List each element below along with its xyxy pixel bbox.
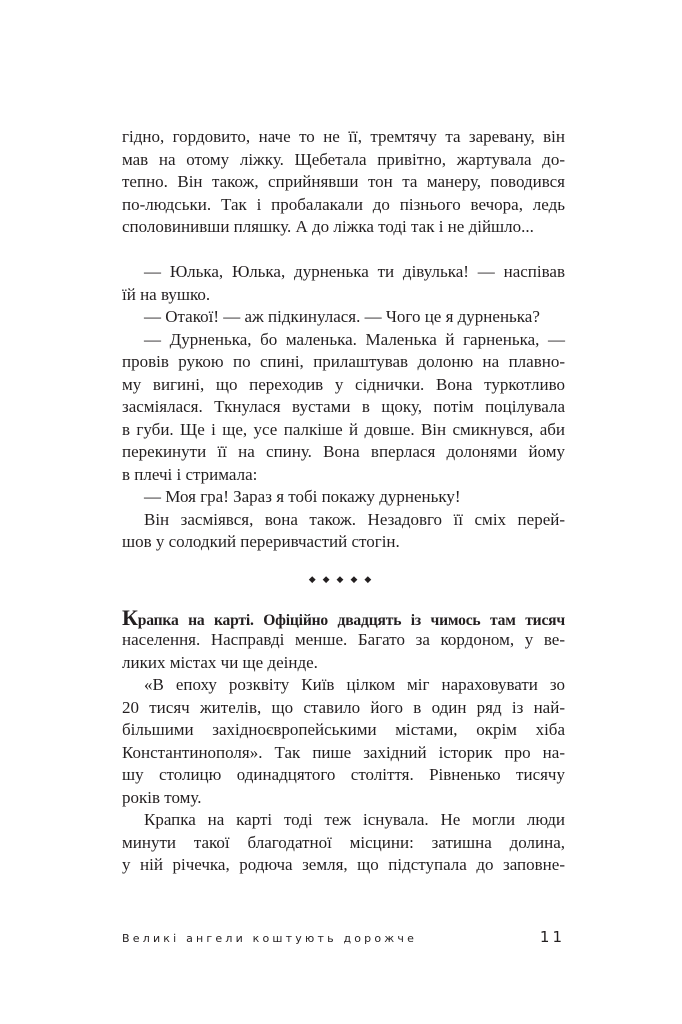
paragraph	[122, 509, 565, 554]
page-number: 11	[539, 928, 565, 946]
text-line: більшими західноєвропейськими містами, окрім хіба	[122, 720, 565, 739]
section-divider-diamonds-icon: ◆◆◆◆◆	[308, 573, 379, 584]
paragraph	[122, 261, 565, 306]
text-line: споловинивши пляшку. А до ліжка тоді так і не дійшло...	[122, 217, 534, 236]
text-line: Крапка на карті тоді теж існувала. Не могли люди	[144, 810, 565, 829]
text-line: в губи. Ще і ще, усе палкіше й довше. Він смикнувся, аби	[122, 419, 565, 439]
text-line: — Моя гра! Зараз я тобі покажу дурненьку!	[144, 487, 461, 506]
text-line: ликих містах чи ще деінде.	[122, 652, 318, 672]
text-line: — Юлька, Юлька, дурненька ти дівулька! — наспівав	[144, 262, 565, 281]
body-text	[122, 126, 565, 877]
text-line: тепно. Він також, сприйнявши тон та манеру, поводився	[122, 172, 565, 191]
paragraph	[122, 604, 565, 675]
text-line: в плечі і стримала:	[122, 464, 258, 484]
text-line: минути такої благодатної місцини: затишна долина,	[122, 832, 565, 852]
initial-letter: К	[122, 604, 138, 630]
text-line: мав на отому ліжку. Щебетала привітно, жартувала до-	[122, 149, 565, 169]
paragraph	[122, 486, 565, 509]
text-line: засміялася. Ткнулася вустами в щоку, потім поцілувала	[122, 397, 565, 416]
text-line: 20 тисяч жителів, що ставило його в один ряд із най-	[122, 697, 565, 717]
text-line: шов у солодкий переривчастий стогін.	[122, 532, 400, 551]
text-line: шу столицю одинадцятого століття. Рівненько тисячу	[122, 765, 565, 784]
text-line: му вигині, що переходив у сіднички. Вона туркотливо	[122, 374, 565, 394]
text-line: провів рукою по спині, прилаштував долоню на плавно-	[122, 352, 565, 371]
paragraph	[122, 126, 565, 239]
text-line: населення. Насправді менше. Багато за кордоном, у ве-	[122, 630, 565, 649]
paragraph	[122, 306, 565, 329]
text-line: «В епоху розквіту Київ цілком міг нараховувати зо	[144, 675, 565, 694]
text-line: Він засміявся, вона також. Незадовго її сміх перей-	[144, 509, 565, 529]
text-line: у ній річечка, родюча земля, що підступала до заповне-	[122, 855, 565, 874]
paragraph	[122, 329, 565, 487]
text-line: перекинути її на спину. Вона вперлася долонями йому	[122, 442, 565, 461]
text-line: років тому.	[122, 787, 202, 807]
text-line: по-людськи. Так і пробалакали до пізнього вечора, ледь	[122, 194, 565, 214]
text-line: — Дурненька, бо маленька. Маленька й гарненька, —	[144, 329, 565, 349]
lead-text: рапка на карті. Офіційно двадцять із чимось там тисяч	[137, 611, 565, 629]
text-line: гідно, гордовито, наче то не її, тремтячу та заревану, він	[122, 127, 565, 146]
paragraph	[122, 809, 565, 877]
section-lead-line	[122, 604, 565, 630]
paragraph	[122, 674, 565, 809]
running-footer-title: Великі ангели коштують дорожче	[122, 932, 418, 945]
text-line: їй на вушко.	[122, 284, 211, 304]
text-line: Константинополя». Так пише західний історик про на-	[122, 742, 565, 762]
text-line: — Отакої! — аж підкинулася. — Чого це я дурненька?	[144, 307, 540, 326]
section-gap	[122, 239, 565, 262]
